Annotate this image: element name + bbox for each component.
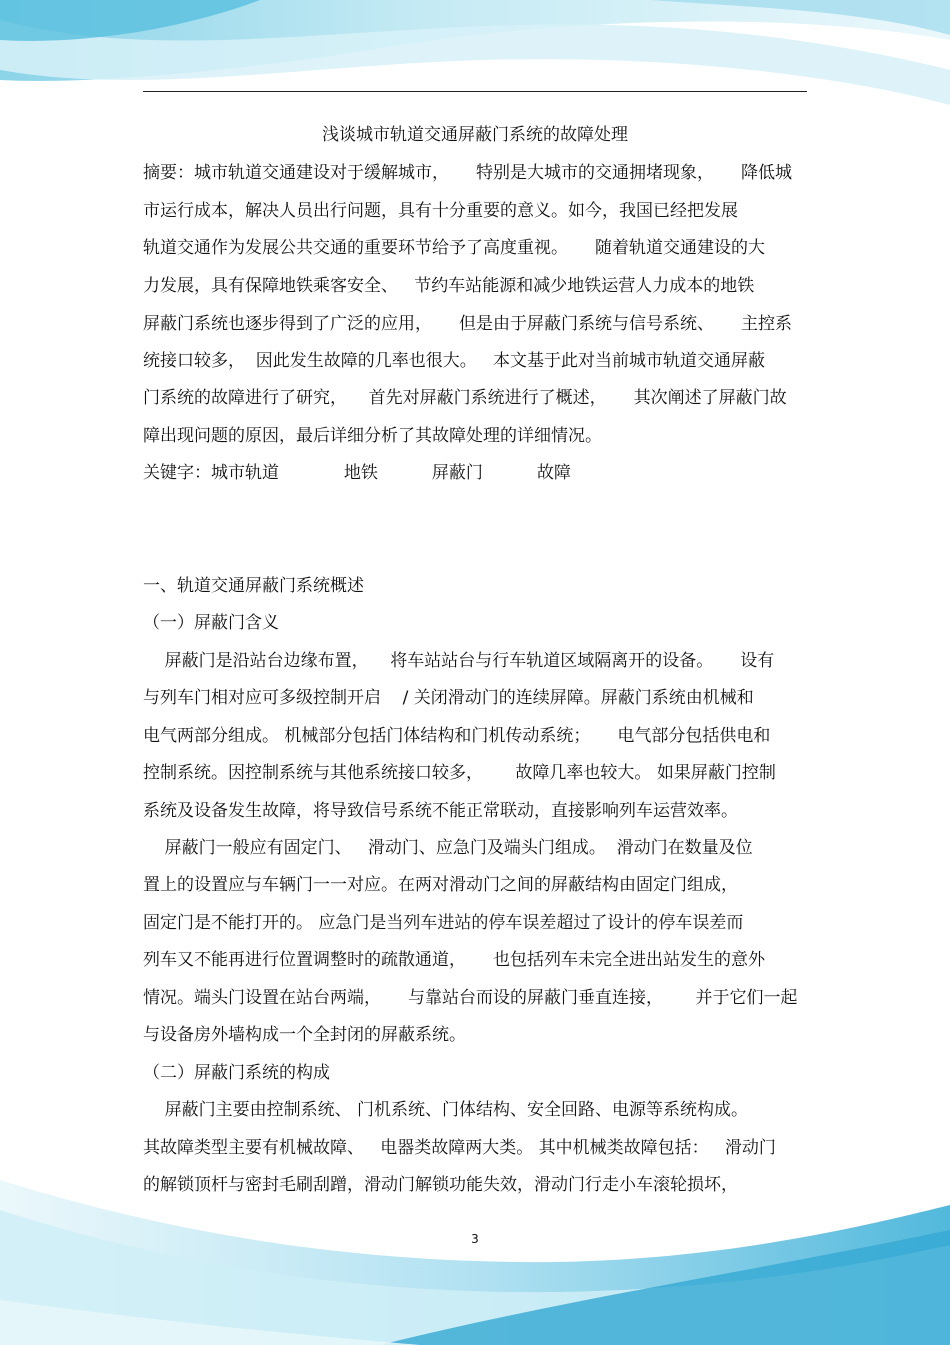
paragraph-line: 与列车门相对应可多级控制开启 / 关闭滑动门的连续屏障。屏蔽门系统由机械和 — [143, 688, 754, 708]
abstract-line: 摘要：城市轨道交通建设对于缓解城市， 特别是大城市的交通拥堵现象， 降低城 — [143, 163, 793, 183]
abstract-line: 门系统的故障进行了研究， 首先对屏蔽门系统进行了概述， 其次阐述了屏蔽门故 — [143, 388, 787, 408]
paragraph-line: 屏蔽门一般应有固定门、 滑动门、应急门及端头门组成。 滑动门在数量及位 — [143, 838, 753, 858]
paragraph-line: 系统及设备发生故障，将导致信号系统不能正常联动，直接影响列车运营效率。 — [143, 801, 738, 821]
paragraph-line: 与设备房外墙构成一个全封闭的屏蔽系统。 — [143, 1025, 466, 1045]
abstract-line: 力发展，具有保障地铁乘客安全、 节约车站能源和减少地铁运营人力成本的地铁 — [143, 276, 755, 296]
page-number: 3 — [471, 1232, 479, 1246]
abstract-line: 市运行成本，解决人员出行问题，具有十分重要的意义。如今，我国已经把发展 — [143, 201, 738, 221]
abstract-line: 屏蔽门系统也逐步得到了广泛的应用， 但是由于屏蔽门系统与信号系统、 主控系 — [143, 314, 793, 334]
paragraph-line: 固定门是不能打开的。 应急门是当列车进站的停车误差超过了设计的停车误差而 — [143, 913, 744, 933]
subsection-2-heading: （二）屏蔽门系统的构成 — [143, 1063, 330, 1083]
document-title: 浅谈城市轨道交通屏蔽门系统的故障处理 — [322, 125, 628, 145]
subsection-1-heading: （一）屏蔽门含义 — [143, 613, 279, 633]
abstract-line: 障出现问题的原因，最后详细分析了其故障处理的详细情况。 — [143, 426, 602, 446]
section-1-heading: 一、轨道交通屏蔽门系统概述 — [143, 576, 364, 596]
abstract-line: 统接口较多， 因此发生故障的几率也很大。 本文基于此对当前城市轨道交通屏蔽 — [143, 351, 766, 371]
paragraph-line: 屏蔽门是沿站台边缘布置， 将车站站台与行车轨道区域隔离开的设备。 设有 — [143, 651, 775, 671]
paragraph-line: 置上的设置应与车辆门一一对应。在两对滑动门之间的屏蔽结构由固定门组成， — [143, 875, 738, 895]
paragraph-line: 屏蔽门主要由控制系统、 门机系统、门体结构、安全回路、电源等系统构成。 — [143, 1100, 749, 1120]
paragraph-line: 情况。端头门设置在站台两端， 与靠站台而设的屏蔽门垂直连接， 并于它们一起 — [143, 988, 798, 1008]
header-rule — [143, 91, 807, 92]
abstract-line: 轨道交通作为发展公共交通的重要环节给予了高度重视。 随着轨道交通建设的大 — [143, 238, 766, 258]
paragraph-line: 控制系统。因控制系统与其他系统接口较多， 故障几率也较大。 如果屏蔽门控制 — [143, 763, 776, 783]
paragraph-line: 的解锁顶杆与密封毛刷刮蹭，滑动门解锁功能失效，滑动门行走小车滚轮损坏， — [143, 1175, 738, 1195]
paragraph-line: 列车又不能再进行位置调整时的疏散通道， 也包括列车未完全进出站发生的意外 — [143, 950, 766, 970]
paragraph-line: 其故障类型主要有机械故障、 电器类故障两大类。 其中机械类故障包括： 滑动门 — [143, 1138, 776, 1158]
paragraph-line: 电气两部分组成。 机械部分包括门体结构和门机传动系统； 电气部分包括供电和 — [143, 726, 771, 746]
keywords-line: 关键字：城市轨道 地铁 屏蔽门 故障 — [143, 463, 571, 483]
